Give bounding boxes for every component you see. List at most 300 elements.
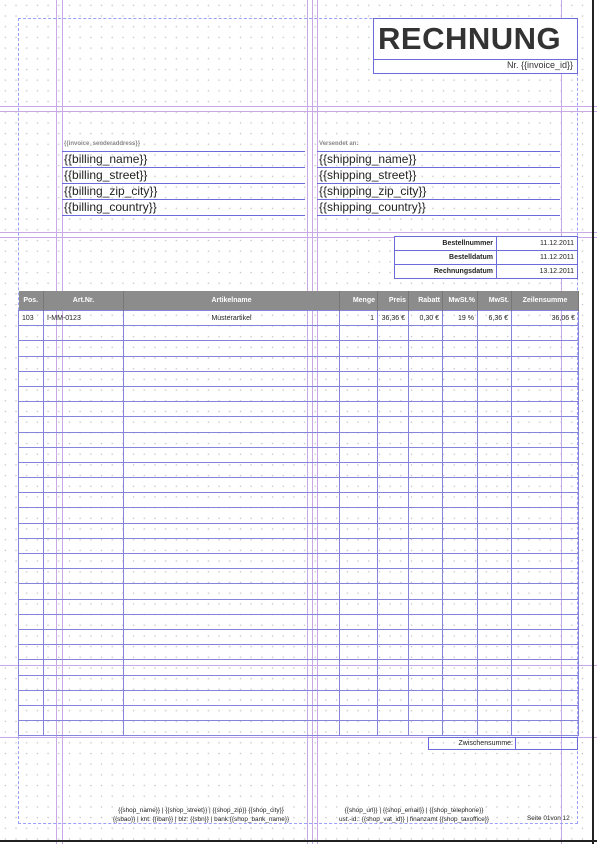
empty-cell[interactable] <box>478 508 512 523</box>
shipping-zip-city[interactable]: {{shipping_zip_city}} <box>317 184 560 200</box>
empty-table-row <box>19 447 579 462</box>
empty-cell[interactable] <box>124 599 340 614</box>
empty-cell[interactable] <box>340 629 378 644</box>
empty-cell[interactable] <box>512 538 579 553</box>
invoice-date-value[interactable]: 13.12.2011 <box>539 268 574 275</box>
empty-cell[interactable] <box>443 523 478 538</box>
empty-cell[interactable] <box>340 538 378 553</box>
empty-cell[interactable] <box>443 326 478 341</box>
empty-cell[interactable] <box>378 402 409 417</box>
empty-table-row <box>19 538 579 553</box>
empty-cell[interactable] <box>478 447 512 462</box>
empty-cell[interactable] <box>19 478 44 493</box>
empty-cell[interactable] <box>44 523 124 538</box>
empty-cell[interactable] <box>44 371 124 386</box>
empty-table-row <box>19 508 579 523</box>
empty-cell[interactable] <box>124 508 340 523</box>
empty-cell[interactable] <box>478 675 512 690</box>
empty-cell[interactable] <box>409 341 443 356</box>
empty-cell[interactable] <box>409 493 443 508</box>
cell-article-name[interactable]: Musterartikel <box>124 311 340 326</box>
empty-cell[interactable] <box>19 356 44 371</box>
empty-cell[interactable] <box>512 629 579 644</box>
empty-cell[interactable] <box>44 447 124 462</box>
empty-cell[interactable] <box>478 538 512 553</box>
empty-cell[interactable] <box>512 447 579 462</box>
empty-cell[interactable] <box>443 493 478 508</box>
empty-cell[interactable] <box>409 705 443 720</box>
empty-table-row <box>19 493 579 508</box>
empty-cell[interactable] <box>44 538 124 553</box>
empty-cell[interactable] <box>378 386 409 401</box>
empty-cell[interactable] <box>409 417 443 432</box>
empty-cell[interactable] <box>443 341 478 356</box>
empty-cell[interactable] <box>378 554 409 569</box>
empty-cell[interactable] <box>340 690 378 705</box>
empty-cell[interactable] <box>409 660 443 675</box>
empty-cell[interactable] <box>478 645 512 660</box>
empty-cell[interactable] <box>443 386 478 401</box>
empty-cell[interactable] <box>409 584 443 599</box>
empty-cell[interactable] <box>124 554 340 569</box>
empty-cell[interactable] <box>512 402 579 417</box>
footer-right <box>314 806 514 824</box>
empty-cell[interactable] <box>443 371 478 386</box>
empty-cell[interactable] <box>512 508 579 523</box>
empty-cell[interactable] <box>409 675 443 690</box>
empty-cell[interactable] <box>443 599 478 614</box>
empty-cell[interactable] <box>19 402 44 417</box>
empty-cell[interactable] <box>44 356 124 371</box>
empty-cell[interactable] <box>478 478 512 493</box>
empty-cell[interactable] <box>409 569 443 584</box>
empty-cell[interactable] <box>512 478 579 493</box>
empty-cell[interactable] <box>443 417 478 432</box>
empty-cell[interactable] <box>340 584 378 599</box>
empty-cell[interactable] <box>443 508 478 523</box>
empty-cell[interactable] <box>124 675 340 690</box>
empty-cell[interactable] <box>409 432 443 447</box>
empty-cell[interactable] <box>512 386 579 401</box>
empty-cell[interactable] <box>409 356 443 371</box>
empty-table-row <box>19 614 579 629</box>
empty-cell[interactable] <box>44 508 124 523</box>
empty-cell[interactable] <box>19 462 44 477</box>
empty-cell[interactable] <box>478 417 512 432</box>
empty-table-row <box>19 523 579 538</box>
empty-cell[interactable] <box>340 614 378 629</box>
empty-cell[interactable] <box>378 371 409 386</box>
empty-cell[interactable] <box>409 690 443 705</box>
page-number: Seite 01von 12 <box>527 815 570 822</box>
empty-cell[interactable] <box>409 371 443 386</box>
empty-cell[interactable] <box>124 326 340 341</box>
empty-table-row <box>19 402 579 417</box>
invoice-title-box <box>373 18 578 74</box>
cell-price[interactable]: 36,36 € <box>378 311 409 326</box>
empty-cell[interactable] <box>340 554 378 569</box>
column-header-price: Preis <box>378 291 409 311</box>
empty-cell[interactable] <box>340 356 378 371</box>
empty-cell[interactable] <box>478 690 512 705</box>
empty-cell[interactable] <box>44 341 124 356</box>
table-header-row <box>19 291 579 311</box>
empty-cell[interactable] <box>340 402 378 417</box>
empty-cell[interactable] <box>19 660 44 675</box>
empty-cell[interactable] <box>19 599 44 614</box>
order-number-label: Bestellnummer <box>395 237 497 250</box>
empty-cell[interactable] <box>124 705 340 720</box>
empty-cell[interactable] <box>44 705 124 720</box>
empty-cell[interactable] <box>44 660 124 675</box>
empty-cell[interactable] <box>478 432 512 447</box>
subtotal-label: Zwischensumme: <box>429 738 516 749</box>
empty-cell[interactable] <box>378 417 409 432</box>
empty-cell[interactable] <box>512 356 579 371</box>
empty-cell[interactable] <box>409 326 443 341</box>
empty-cell[interactable] <box>409 462 443 477</box>
empty-cell[interactable] <box>19 493 44 508</box>
empty-cell[interactable] <box>19 508 44 523</box>
empty-cell[interactable] <box>443 629 478 644</box>
empty-cell[interactable] <box>19 690 44 705</box>
empty-cell[interactable] <box>443 432 478 447</box>
empty-cell[interactable] <box>19 447 44 462</box>
empty-cell[interactable] <box>340 660 378 675</box>
empty-cell[interactable] <box>19 584 44 599</box>
empty-cell[interactable] <box>19 614 44 629</box>
empty-cell[interactable] <box>409 402 443 417</box>
empty-cell[interactable] <box>340 675 378 690</box>
empty-table-row <box>19 675 579 690</box>
empty-cell[interactable] <box>378 493 409 508</box>
empty-cell[interactable] <box>19 705 44 720</box>
empty-cell[interactable] <box>378 721 409 736</box>
empty-cell[interactable] <box>512 721 579 736</box>
empty-cell[interactable] <box>124 614 340 629</box>
empty-cell[interactable] <box>124 721 340 736</box>
empty-cell[interactable] <box>443 538 478 553</box>
sender-address-label: {{invoice_senderaddress}} <box>62 139 305 152</box>
empty-cell[interactable] <box>409 538 443 553</box>
empty-cell[interactable] <box>340 508 378 523</box>
empty-cell[interactable] <box>19 569 44 584</box>
empty-cell[interactable] <box>409 508 443 523</box>
line-items-table <box>18 291 579 736</box>
empty-table-row <box>19 462 579 477</box>
empty-cell[interactable] <box>409 599 443 614</box>
empty-cell[interactable] <box>124 523 340 538</box>
empty-cell[interactable] <box>443 721 478 736</box>
empty-cell[interactable] <box>378 690 409 705</box>
empty-cell[interactable] <box>409 386 443 401</box>
empty-table-row <box>19 629 579 644</box>
empty-cell[interactable] <box>124 584 340 599</box>
empty-cell[interactable] <box>44 402 124 417</box>
empty-cell[interactable] <box>512 523 579 538</box>
empty-cell[interactable] <box>44 569 124 584</box>
empty-cell[interactable] <box>478 569 512 584</box>
empty-cell[interactable] <box>478 356 512 371</box>
empty-cell[interactable] <box>19 371 44 386</box>
empty-cell[interactable] <box>512 554 579 569</box>
empty-cell[interactable] <box>443 356 478 371</box>
empty-cell[interactable] <box>44 690 124 705</box>
empty-cell[interactable] <box>378 705 409 720</box>
empty-cell[interactable] <box>512 417 579 432</box>
empty-cell[interactable] <box>478 614 512 629</box>
empty-cell[interactable] <box>378 569 409 584</box>
empty-cell[interactable] <box>340 417 378 432</box>
empty-cell[interactable] <box>378 478 409 493</box>
empty-cell[interactable] <box>19 326 44 341</box>
empty-cell[interactable] <box>409 629 443 644</box>
empty-cell[interactable] <box>124 645 340 660</box>
empty-cell[interactable] <box>443 584 478 599</box>
cell-vat-rate[interactable]: 19 % <box>443 311 478 326</box>
footer-shop-address: {{shop_name}} | {{shop_street}} | {{shop_zip}} {{shop_city}} <box>118 807 284 814</box>
empty-cell[interactable] <box>443 462 478 477</box>
empty-cell[interactable] <box>124 341 340 356</box>
empty-cell[interactable] <box>124 371 340 386</box>
empty-cell[interactable] <box>478 341 512 356</box>
empty-cell[interactable] <box>378 326 409 341</box>
empty-cell[interactable] <box>409 645 443 660</box>
empty-cell[interactable] <box>512 326 579 341</box>
empty-cell[interactable] <box>512 432 579 447</box>
empty-cell[interactable] <box>44 629 124 644</box>
empty-cell[interactable] <box>378 614 409 629</box>
empty-cell[interactable] <box>340 447 378 462</box>
empty-cell[interactable] <box>409 523 443 538</box>
cell-vat[interactable]: 6,36 € <box>478 311 512 326</box>
shipping-label: Versendet an: <box>317 139 560 152</box>
invoice-date-label: Rechnungsdatum <box>395 265 497 278</box>
empty-cell[interactable] <box>124 402 340 417</box>
empty-cell[interactable] <box>340 432 378 447</box>
empty-cell[interactable] <box>443 660 478 675</box>
empty-cell[interactable] <box>19 538 44 553</box>
empty-cell[interactable] <box>124 356 340 371</box>
empty-cell[interactable] <box>19 341 44 356</box>
empty-cell[interactable] <box>409 447 443 462</box>
order-date-value[interactable]: 11.12.2011 <box>540 254 574 261</box>
invoice-date-row <box>395 265 577 278</box>
empty-cell[interactable] <box>19 629 44 644</box>
empty-cell[interactable] <box>378 432 409 447</box>
billing-zip-city[interactable]: {{billing_zip_city}} <box>62 184 305 200</box>
empty-cell[interactable] <box>378 538 409 553</box>
empty-cell[interactable] <box>340 386 378 401</box>
empty-cell[interactable] <box>340 341 378 356</box>
empty-cell[interactable] <box>409 614 443 629</box>
empty-cell[interactable] <box>443 478 478 493</box>
empty-table-row <box>19 721 579 736</box>
cell-article-number[interactable]: I-MM-0123 <box>44 311 124 326</box>
order-date-row <box>395 251 577 265</box>
empty-cell[interactable] <box>44 584 124 599</box>
empty-cell[interactable] <box>409 478 443 493</box>
empty-cell[interactable] <box>478 371 512 386</box>
empty-cell[interactable] <box>124 538 340 553</box>
empty-cell[interactable] <box>512 614 579 629</box>
empty-cell[interactable] <box>478 705 512 720</box>
empty-cell[interactable] <box>378 447 409 462</box>
empty-cell[interactable] <box>19 645 44 660</box>
empty-cell[interactable] <box>44 599 124 614</box>
empty-cell[interactable] <box>443 614 478 629</box>
empty-cell[interactable] <box>512 462 579 477</box>
empty-cell[interactable] <box>512 569 579 584</box>
empty-cell[interactable] <box>478 462 512 477</box>
shipping-name[interactable]: {{shipping_name}} <box>317 152 560 168</box>
empty-cell[interactable] <box>378 356 409 371</box>
empty-cell[interactable] <box>478 326 512 341</box>
empty-cell[interactable] <box>478 584 512 599</box>
empty-cell[interactable] <box>378 523 409 538</box>
empty-cell[interactable] <box>478 402 512 417</box>
empty-cell[interactable] <box>512 371 579 386</box>
empty-cell[interactable] <box>512 645 579 660</box>
empty-cell[interactable] <box>44 614 124 629</box>
empty-cell[interactable] <box>340 645 378 660</box>
empty-cell[interactable] <box>478 721 512 736</box>
empty-cell[interactable] <box>443 447 478 462</box>
empty-cell[interactable] <box>478 493 512 508</box>
empty-cell[interactable] <box>124 660 340 675</box>
empty-table-row <box>19 356 579 371</box>
shipping-address-block <box>317 139 560 216</box>
empty-cell[interactable] <box>378 660 409 675</box>
empty-cell[interactable] <box>44 645 124 660</box>
empty-cell[interactable] <box>443 554 478 569</box>
empty-cell[interactable] <box>44 675 124 690</box>
empty-cell[interactable] <box>19 386 44 401</box>
empty-cell[interactable] <box>340 326 378 341</box>
empty-cell[interactable] <box>124 493 340 508</box>
cell-pos[interactable]: 103 <box>19 311 44 326</box>
shipping-country[interactable]: {{shipping_country}} <box>317 200 560 216</box>
empty-cell[interactable] <box>340 705 378 720</box>
empty-cell[interactable] <box>378 462 409 477</box>
empty-cell[interactable] <box>512 341 579 356</box>
billing-street[interactable]: {{billing_street}} <box>62 168 305 184</box>
empty-cell[interactable] <box>478 660 512 675</box>
empty-cell[interactable] <box>19 721 44 736</box>
empty-cell[interactable] <box>478 523 512 538</box>
empty-cell[interactable] <box>124 462 340 477</box>
empty-cell[interactable] <box>340 523 378 538</box>
empty-cell[interactable] <box>478 386 512 401</box>
empty-cell[interactable] <box>340 462 378 477</box>
empty-cell[interactable] <box>378 599 409 614</box>
empty-cell[interactable] <box>124 417 340 432</box>
empty-cell[interactable] <box>378 645 409 660</box>
empty-cell[interactable] <box>512 705 579 720</box>
cell-discount[interactable]: 0,30 € <box>409 311 443 326</box>
empty-cell[interactable] <box>478 599 512 614</box>
empty-table-row <box>19 417 579 432</box>
empty-cell[interactable] <box>44 478 124 493</box>
column-header-vat-rate: MwSt.% <box>443 291 478 311</box>
empty-cell[interactable] <box>124 478 340 493</box>
empty-cell[interactable] <box>443 675 478 690</box>
empty-table-row <box>19 341 579 356</box>
billing-name[interactable]: {{billing_name}} <box>62 152 305 168</box>
empty-cell[interactable] <box>378 341 409 356</box>
footer-shop-contact: {{shop_url}} | {{shop_email}} | {{shop_telephone}} <box>344 807 484 814</box>
empty-cell[interactable] <box>19 432 44 447</box>
shipping-street[interactable]: {{shipping_street}} <box>317 168 560 184</box>
empty-cell[interactable] <box>378 675 409 690</box>
empty-cell[interactable] <box>19 523 44 538</box>
empty-cell[interactable] <box>44 417 124 432</box>
empty-cell[interactable] <box>340 493 378 508</box>
empty-cell[interactable] <box>512 584 579 599</box>
empty-cell[interactable] <box>443 690 478 705</box>
empty-cell[interactable] <box>443 402 478 417</box>
empty-cell[interactable] <box>124 569 340 584</box>
empty-table-row <box>19 386 579 401</box>
empty-cell[interactable] <box>124 690 340 705</box>
empty-cell[interactable] <box>340 599 378 614</box>
empty-cell[interactable] <box>44 721 124 736</box>
empty-cell[interactable] <box>340 371 378 386</box>
empty-cell[interactable] <box>378 584 409 599</box>
empty-cell[interactable] <box>124 447 340 462</box>
billing-country[interactable]: {{billing_country}} <box>62 200 305 216</box>
empty-cell[interactable] <box>409 554 443 569</box>
cell-line-total[interactable]: 36,06 € <box>512 311 579 326</box>
empty-cell[interactable] <box>443 569 478 584</box>
empty-cell[interactable] <box>378 629 409 644</box>
empty-cell[interactable] <box>44 386 124 401</box>
empty-cell[interactable] <box>19 554 44 569</box>
empty-cell[interactable] <box>44 326 124 341</box>
empty-cell[interactable] <box>124 629 340 644</box>
cell-quantity[interactable]: 1 <box>340 311 378 326</box>
empty-cell[interactable] <box>512 675 579 690</box>
empty-cell[interactable] <box>44 432 124 447</box>
empty-cell[interactable] <box>340 721 378 736</box>
order-number-value[interactable]: 11.12.2011 <box>540 240 574 247</box>
empty-cell[interactable] <box>478 554 512 569</box>
empty-cell[interactable] <box>340 569 378 584</box>
empty-cell[interactable] <box>19 675 44 690</box>
empty-cell[interactable] <box>124 386 340 401</box>
empty-cell[interactable] <box>44 462 124 477</box>
empty-cell[interactable] <box>443 705 478 720</box>
empty-table-row <box>19 660 579 675</box>
empty-cell[interactable] <box>44 493 124 508</box>
empty-cell[interactable] <box>378 508 409 523</box>
empty-table-row <box>19 584 579 599</box>
empty-cell[interactable] <box>512 493 579 508</box>
empty-cell[interactable] <box>478 629 512 644</box>
empty-cell[interactable] <box>19 417 44 432</box>
empty-cell[interactable] <box>512 599 579 614</box>
empty-cell[interactable] <box>340 478 378 493</box>
empty-table-row <box>19 478 579 493</box>
empty-cell[interactable] <box>44 554 124 569</box>
empty-cell[interactable] <box>124 432 340 447</box>
empty-cell[interactable] <box>512 690 579 705</box>
footer-tax-details: ust.-id.: {{shop_vat_id}} | finanzamt {{shop_taxoffice}} <box>338 816 490 823</box>
empty-cell[interactable] <box>512 660 579 675</box>
column-header-pos: Pos. <box>19 291 44 311</box>
empty-cell[interactable] <box>443 645 478 660</box>
empty-cell[interactable] <box>409 721 443 736</box>
